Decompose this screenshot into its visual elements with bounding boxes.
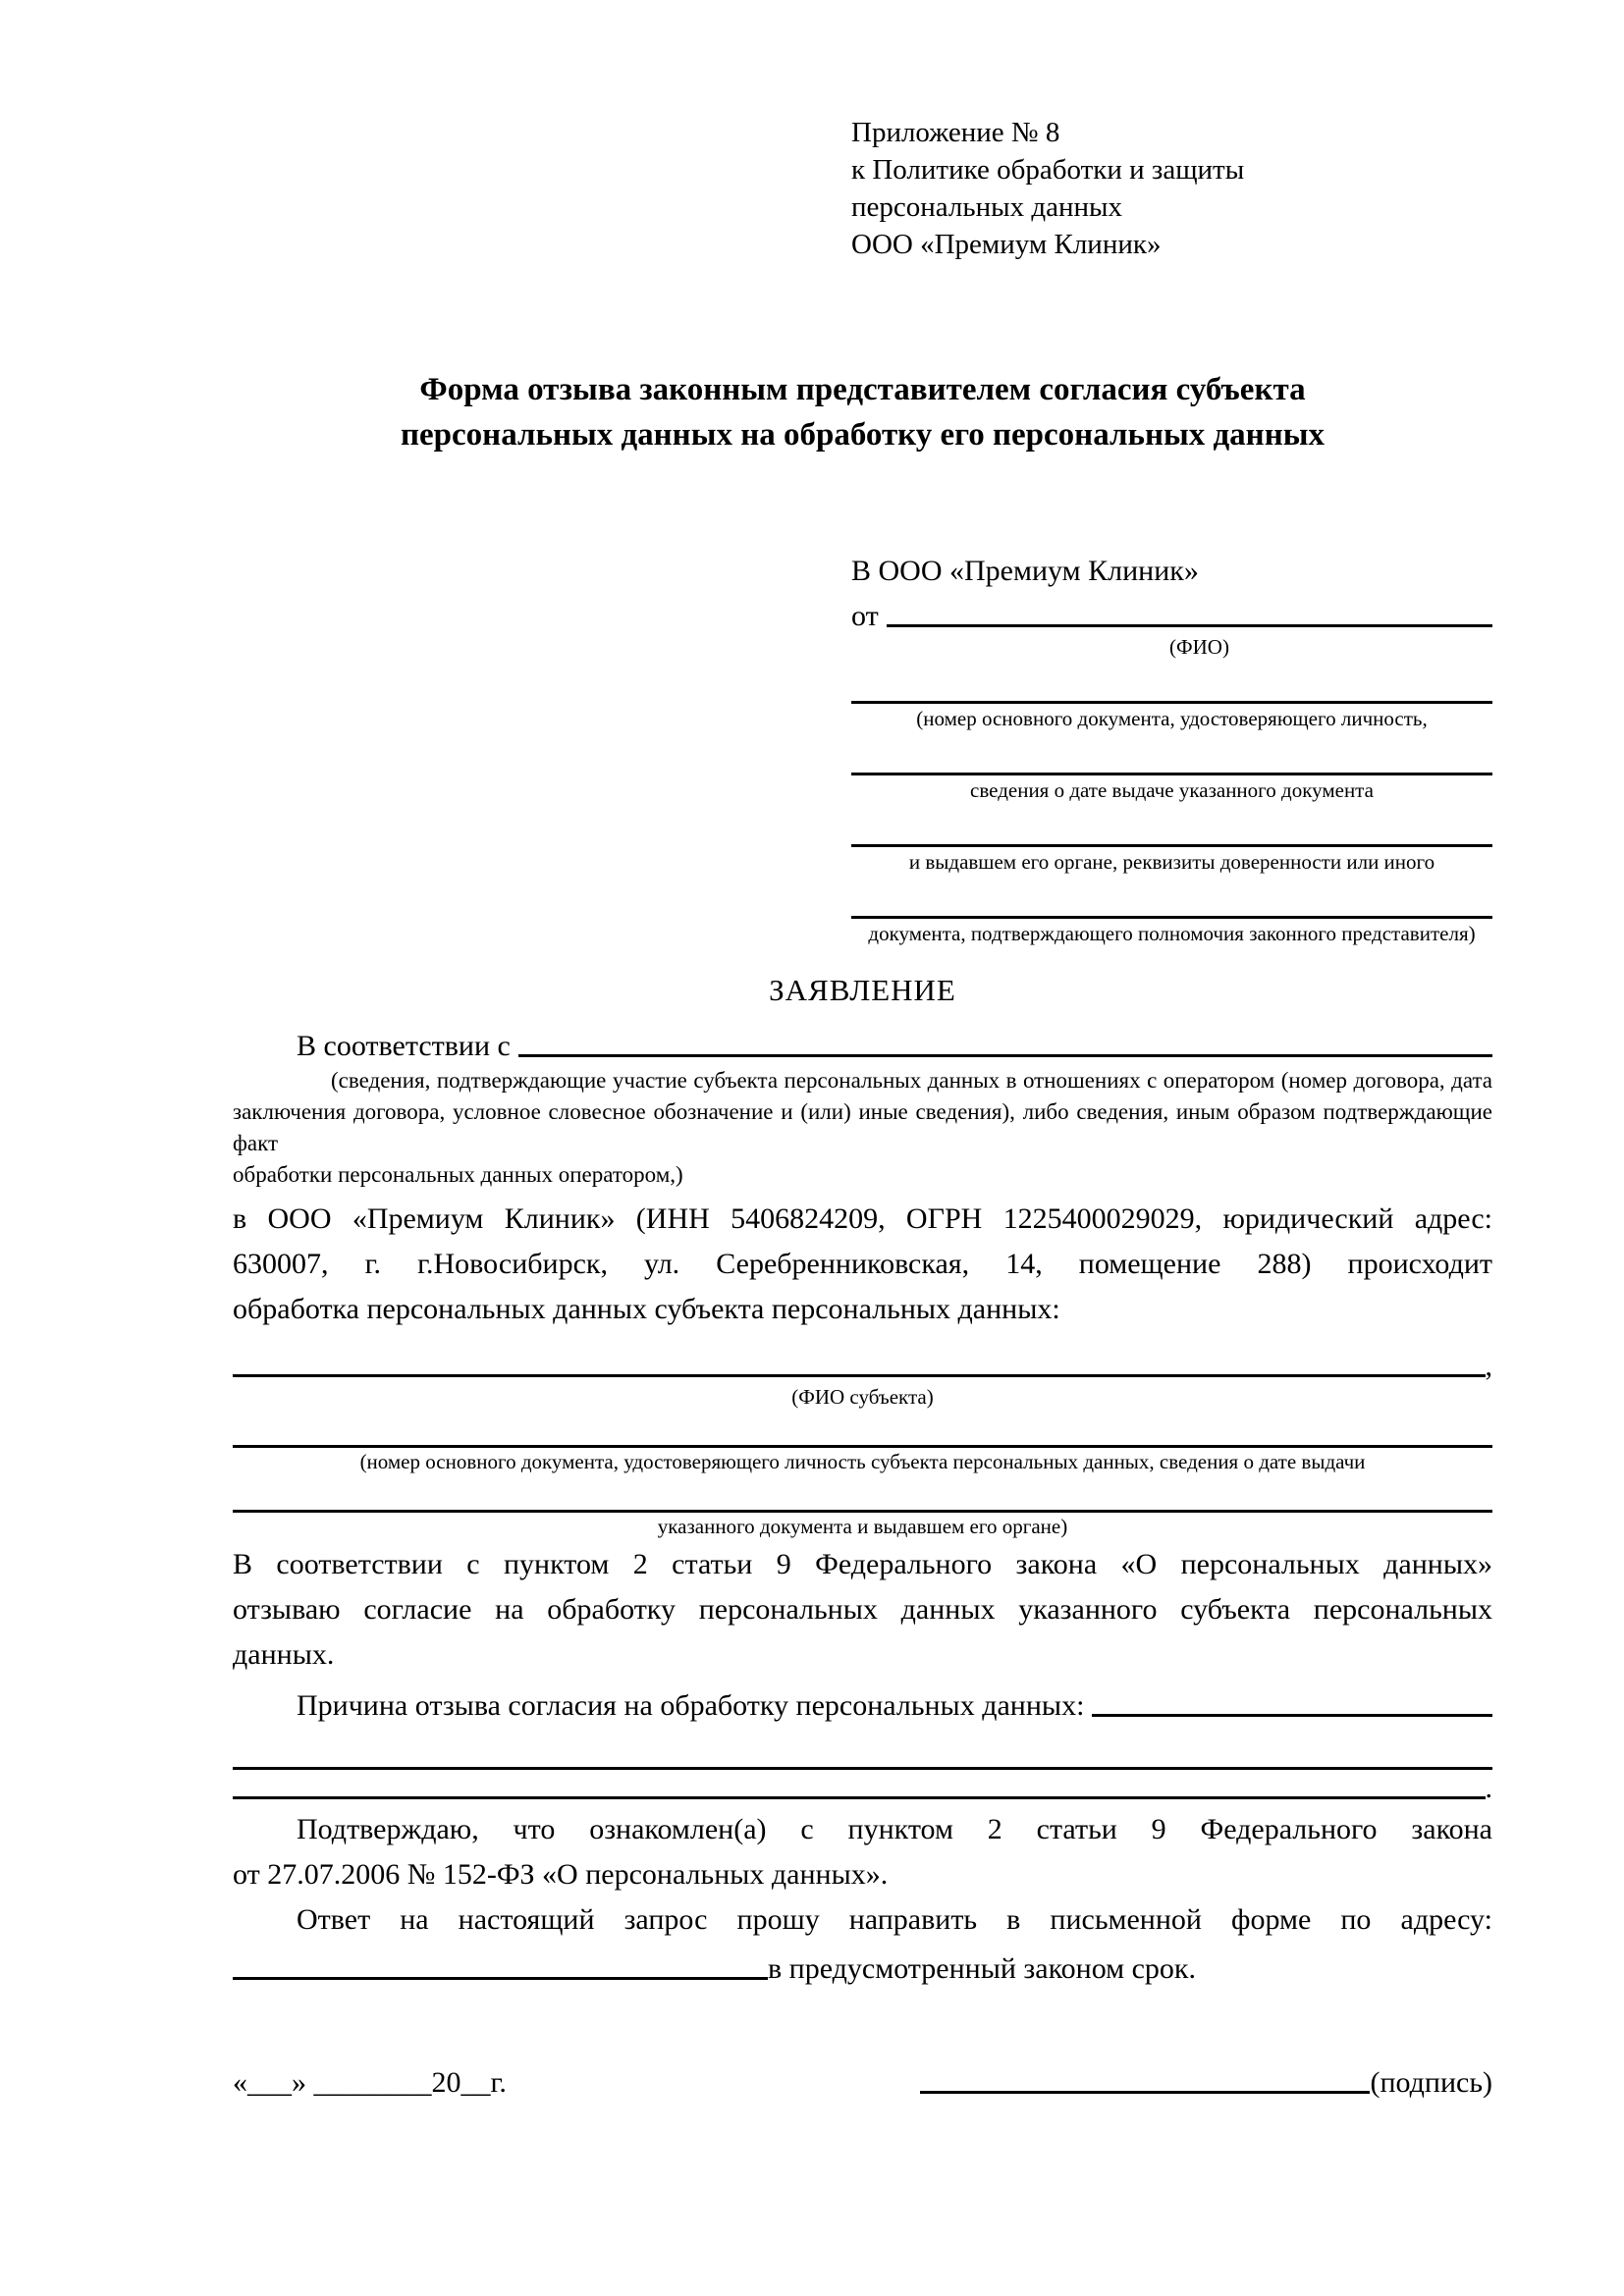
withdrawal-paragraph-line: В соответствии с пунктом 2 статьи 9 Федерального закона «О персональных данных» xyxy=(233,1548,1492,1580)
representative-doc-caption: документа, подтверждающего полномочия законного представителя) xyxy=(868,922,1476,945)
subject-name-row xyxy=(233,1350,1492,1383)
representative-doc-caption: сведения о дате выдаче указанного документа xyxy=(970,778,1374,802)
basis-note xyxy=(233,1065,1492,1191)
representative-fio-caption: (ФИО) xyxy=(1169,635,1229,659)
representative-doc-blank xyxy=(851,682,1492,730)
representative-doc-caption: (номер основного документа, удостоверяющего личность, xyxy=(916,707,1428,730)
recipient-block xyxy=(851,551,1492,945)
subject-doc-blank xyxy=(233,1489,1492,1538)
response-request-line: Ответ на настоящий запрос прошу направить в письменной форме по адресу: xyxy=(297,1903,1492,1936)
subject-fio-caption: (ФИО субъекта) xyxy=(791,1385,934,1409)
basis-note-line: обработки персональных данных оператором,) xyxy=(233,1162,683,1187)
comma-suffix: , xyxy=(1485,1350,1492,1382)
signature-caption: (подпись) xyxy=(1370,2066,1492,2099)
withdrawal-paragraph-line: данных. xyxy=(233,1638,335,1671)
operator-paragraph-line: обработка персональных данных субъекта персональных данных: xyxy=(233,1293,1060,1325)
free-text-blank-line xyxy=(233,1796,1486,1799)
date-blank: «___» ________20__г. xyxy=(233,2066,507,2099)
representative-doc-blank-line xyxy=(851,682,1492,704)
subject-doc-blank-line xyxy=(233,1424,1492,1448)
response-address-row xyxy=(233,1943,1492,1986)
operator-paragraph xyxy=(233,1197,1492,1332)
operator-paragraph-line: в ООО «Премиум Клиник» (ИНН 5406824209, ОГРН 1225400029029, юридический адрес: xyxy=(233,1202,1492,1235)
appendix-header-line: Приложение № 8 xyxy=(851,117,1060,148)
period-suffix: . xyxy=(1485,1772,1492,1804)
appendix-header xyxy=(851,0,1492,263)
withdrawal-paragraph-line: отзываю согласие на обработку персональных данных указанного субъекта персональных xyxy=(233,1593,1492,1626)
appendix-header-line: персональных данных xyxy=(851,191,1123,223)
document-title xyxy=(233,367,1492,457)
signature-blank-line xyxy=(920,2091,1370,2094)
reason-label: Причина отзыва согласия на обработку персональных данных: xyxy=(297,1689,1085,1722)
confirmation-paragraph-line: от 27.07.2006 № 152-ФЗ «О персональных данных». xyxy=(233,1858,889,1891)
subject-doc-caption: (номер основного документа, удостоверяющего личность субъекта персональных данных, сведения о дате выдачи xyxy=(359,1450,1366,1473)
representative-doc-blank xyxy=(851,826,1492,874)
appendix-header-line: ООО «Премиум Клиник» xyxy=(851,229,1162,260)
representative-doc-blank xyxy=(851,897,1492,945)
representative-doc-blank-line xyxy=(851,754,1492,775)
confirmation-paragraph xyxy=(233,1807,1492,1897)
footer-row xyxy=(233,2056,1492,2100)
document-title-line: персональных данных на обработку его персональных данных xyxy=(401,417,1325,453)
operator-paragraph-line: 630007, г. г.Новосибирск, ул. Серебренниковская, 14, помещение 288) происходит xyxy=(233,1248,1492,1280)
representative-doc-blank-line xyxy=(851,897,1492,919)
representative-doc-blank xyxy=(851,754,1492,802)
basis-row xyxy=(233,1020,1492,1063)
basis-label: В соответствии с xyxy=(297,1030,511,1062)
basis-note-line: заключения договора, условное словесное обозначение и (или) иные сведения), либо сведения, иным образом подтверждающие факт xyxy=(233,1099,1492,1155)
from-row xyxy=(851,592,1492,633)
withdrawal-paragraph xyxy=(233,1542,1492,1678)
representative-doc-blank-line xyxy=(851,826,1492,847)
subject-doc-caption: указанного документа и выдавшем его органе) xyxy=(657,1515,1068,1538)
free-text-blank-line xyxy=(233,1742,1492,1770)
document-title-line: Форма отзыва законным представителем согласия субъекта xyxy=(419,372,1306,407)
free-text-blank-row xyxy=(233,1770,1492,1805)
appendix-header-line: к Политике обработки и защиты xyxy=(851,154,1245,186)
statement-heading: ЗАЯВЛЕНИЕ xyxy=(769,973,956,1007)
representative-name-blank-line xyxy=(887,624,1492,627)
subject-doc-blank-line xyxy=(233,1489,1492,1513)
reason-row xyxy=(233,1678,1492,1723)
response-address-blank-line xyxy=(233,1977,768,1980)
basis-note-line: (сведения, подтверждающие участие субъекта персональных данных в отношениях с оператором (номер договора, дата xyxy=(331,1068,1492,1093)
representative-doc-caption: и выдавшем его органе, реквизиты доверенности или иного xyxy=(908,850,1435,874)
basis-blank-line xyxy=(518,1054,1492,1057)
subject-name-blank-line xyxy=(233,1374,1486,1377)
reason-blank-line xyxy=(1092,1714,1492,1717)
confirmation-paragraph-line: Подтверждаю, что ознакомлен(а) с пунктом 2 статьи 9 Федерального закона xyxy=(297,1813,1492,1845)
signature-block xyxy=(920,2066,1492,2100)
from-label: от xyxy=(851,600,879,632)
response-tail-text: в предусмотренный законом срок. xyxy=(768,1952,1196,1985)
recipient-organization: В ООО «Премиум Клиник» xyxy=(851,555,1199,587)
subject-doc-blank xyxy=(233,1424,1492,1473)
